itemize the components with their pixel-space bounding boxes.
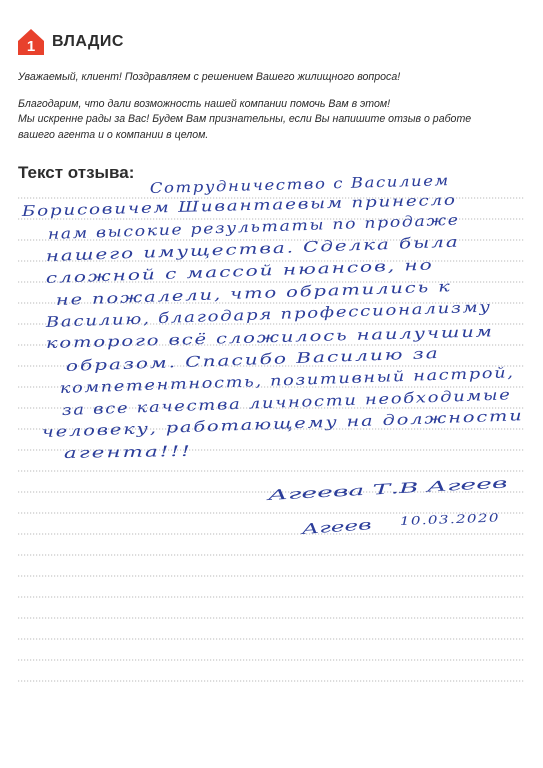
handwritten-line: нашего имущества. Сделка была bbox=[45, 238, 348, 265]
handwritten-line: сложной с массой нюансов, но bbox=[45, 261, 326, 287]
signature-date: 10.03.2020 bbox=[399, 511, 476, 528]
handwritten-line: человеку, работающему на должности bbox=[41, 412, 404, 441]
thanks-line: Благодарим, что дали возможность нашей компании помочь Вам в этом! bbox=[18, 97, 391, 110]
signature-short: Агеев bbox=[301, 519, 345, 538]
handwritten-line: образом. Спасибо Василию за bbox=[65, 349, 336, 375]
handwritten-line: Борисовичем Шивантаевым принесло bbox=[21, 194, 367, 220]
handwritten-line: Василию, благодаря профессионализму bbox=[45, 302, 404, 331]
review-heading: Текст отзыва: bbox=[18, 163, 135, 182]
brand-name: ВЛАДИС bbox=[52, 33, 124, 50]
signature: Агеева Т.В Агеев bbox=[267, 481, 395, 504]
greeting-line: Уважаемый, клиент! Поздравляем с решением Вашего жилищного вопроса! bbox=[18, 71, 401, 83]
handwritten-line: за все качества личности необходимые bbox=[61, 390, 427, 419]
handwritten-line: компетентность, позитивный настрой, bbox=[59, 367, 434, 397]
handwritten-line: Сотрудничество с Василием bbox=[149, 174, 415, 197]
thanks-line: Мы искренне рады за Вас! Будем Вам признательны, если Вы напишите отзыв о работе bbox=[18, 113, 472, 125]
handwritten-line: нам высокие результаты по продаже bbox=[47, 214, 395, 243]
thanks-line: вашего агента и о компании в целом. bbox=[18, 128, 209, 141]
handwritten-line: не пожалели, что обратились к bbox=[55, 282, 351, 309]
handwritten-line: агента!!! bbox=[63, 444, 151, 462]
svg-text:1: 1 bbox=[26, 38, 36, 55]
handwritten-line: которого всё сложилось наилучшим bbox=[45, 327, 379, 352]
